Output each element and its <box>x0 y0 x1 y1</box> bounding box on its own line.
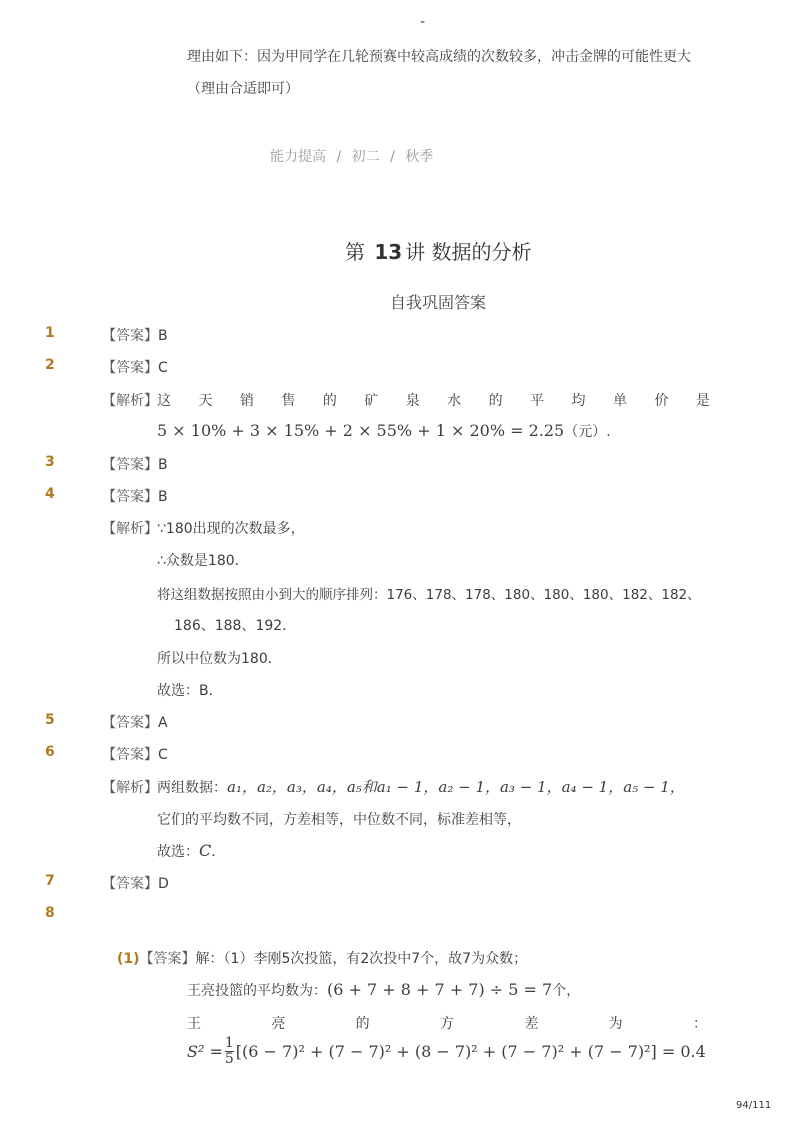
spread-char: 为 <box>608 1016 623 1032</box>
answer-value: D <box>158 876 169 892</box>
answer-value: C <box>158 747 168 763</box>
q4-analysis-line: ∵180出现的次数最多， <box>157 521 305 537</box>
question-number: 5 <box>45 712 55 728</box>
answer-row <box>102 454 168 474</box>
answer-label: 【答案】 <box>102 360 158 376</box>
spread-char: 矿 <box>364 393 379 409</box>
lecture-prefix: 第 <box>345 240 365 264</box>
q6-choose-suffix: ． <box>211 844 226 860</box>
variance-lhs: S² = <box>187 1041 223 1061</box>
lecture-number: 13 <box>374 240 403 264</box>
spread-char: 的 <box>322 393 337 409</box>
question-number: 1 <box>45 325 55 341</box>
q8-variance-label-spread <box>187 1013 707 1033</box>
question-number: 7 <box>45 873 55 889</box>
spread-char: 亮 <box>271 1016 286 1032</box>
breadcrumb-item-grade: 初二 <box>351 149 380 165</box>
spread-char: 单 <box>612 393 627 409</box>
q8-line-1: 解：（1）李刚5次投篮，有2次投中7个，故7为众数； <box>195 951 528 967</box>
question-number: 3 <box>45 454 55 470</box>
fraction <box>225 1036 234 1066</box>
breadcrumb <box>270 146 433 166</box>
answer-row <box>102 744 168 764</box>
q2-formula-line <box>157 421 611 441</box>
spread-char: 的 <box>488 393 503 409</box>
spread-char: 是 <box>695 393 710 409</box>
spread-char: ： <box>692 1016 707 1032</box>
answer-label: 【答案】 <box>102 715 158 731</box>
answer-row <box>102 712 168 732</box>
q4-analysis-line: 将这组数据按照由小到大的顺序排列：176、178、178、180、180、180、182、182、 <box>157 587 701 603</box>
question-number: 8 <box>45 905 55 921</box>
spread-char: 方 <box>439 1016 454 1032</box>
analysis-label: 【解析】 <box>102 393 158 409</box>
q6-analysis-line-2: 它们的平均数不同，方差相等，中位数不同，标准差相等， <box>157 812 521 828</box>
breadcrumb-item-level: 能力提高 <box>270 149 326 165</box>
q4-analysis-line: 故选：B． <box>157 683 223 699</box>
spread-char: 王 <box>187 1016 201 1032</box>
answer-label: 【答案】 <box>102 457 158 473</box>
spread-char: 均 <box>571 393 586 409</box>
breadcrumb-item-season: 秋季 <box>405 149 434 165</box>
answer-row <box>102 357 168 377</box>
answer-value: C <box>158 360 168 376</box>
spread-char: 价 <box>654 393 669 409</box>
analysis-label: 【解析】 <box>102 780 158 796</box>
q6-analysis-line-3 <box>157 841 225 861</box>
intro-line-2: （理由合适即可） <box>187 81 299 97</box>
spread-char: 销 <box>239 393 254 409</box>
top-dash: - <box>420 14 426 30</box>
q6-math: a₁，a₂，a₃，a₄，a₅和a₁ − 1，a₂ − 1，a₃ − 1，a₄ − 1，a₅ − 1， <box>227 778 685 796</box>
q8-mean-suffix: 个， <box>552 983 581 999</box>
spread-char: 平 <box>530 393 545 409</box>
lecture-title <box>345 236 532 265</box>
answer-label: 【答案】 <box>102 328 158 344</box>
question-number: 6 <box>45 744 55 760</box>
q6-choose-value: C <box>199 841 212 860</box>
answer-value: B <box>158 489 168 505</box>
breadcrumb-separator: / <box>390 149 395 165</box>
q8-line-2 <box>187 980 580 1000</box>
spread-char: 天 <box>198 393 213 409</box>
sub-question-number: (1) <box>117 951 140 967</box>
spread-char: 这 <box>157 393 171 409</box>
q2-analysis-spread <box>157 390 710 410</box>
spread-char: 水 <box>447 393 462 409</box>
analysis-label: 【解析】 <box>102 521 158 537</box>
intro-line-1: 理由如下：因为甲同学在几轮预赛中较高成绩的次数较多，冲击金牌的可能性更大 <box>187 49 691 65</box>
section-title: 自我巩固答案 <box>390 293 487 312</box>
q6-lead: 两组数据： <box>157 780 227 796</box>
answer-value: A <box>158 715 168 731</box>
spread-char: 售 <box>281 393 296 409</box>
answer-row <box>102 325 168 345</box>
answer-value: B <box>158 457 168 473</box>
breadcrumb-separator: / <box>336 149 342 165</box>
q6-analysis-line <box>157 776 685 797</box>
question-number: 4 <box>45 486 55 502</box>
q4-analysis-line: ∴众数是180． <box>157 553 249 569</box>
fraction-numerator: 1 <box>224 1035 234 1051</box>
spread-char: 差 <box>524 1016 539 1032</box>
answer-row <box>102 873 169 893</box>
q4-analysis-line: 所以中位数为180． <box>157 651 282 667</box>
lecture-suffix: 讲 数据的分析 <box>405 240 532 264</box>
answer-label: 【答案】 <box>102 876 158 892</box>
answer-label: 【答案】 <box>102 747 158 763</box>
q2-unit: （元）. <box>564 424 611 440</box>
answer-row <box>102 486 168 506</box>
answer-label: 【答案】 <box>102 489 158 505</box>
q4-analysis-line: 186、188、192． <box>174 618 297 634</box>
question-number: 2 <box>45 357 55 373</box>
page-number: 94/111 <box>736 1100 772 1111</box>
q8-mean-formula: (6 + 7 + 8 + 7 + 7) ÷ 5 = 7 <box>327 980 553 999</box>
q6-choose-prefix: 故选： <box>157 844 199 860</box>
q2-formula: 5 × 10% + 3 × 15% + 2 × 55% + 1 × 20% = 2.25 <box>157 421 565 440</box>
spread-char: 的 <box>355 1016 370 1032</box>
q8-variance-formula <box>187 1036 706 1066</box>
answer-label: 【答案】 <box>139 951 196 967</box>
q8-mean-prefix: 王亮投篮的平均数为： <box>187 983 327 999</box>
spread-char: 泉 <box>405 393 420 409</box>
variance-rhs: [(6 − 7)² + (7 − 7)² + (8 − 7)² + (7 − 7)² + (7 − 7)²] = 0.4 <box>235 1041 706 1061</box>
fraction-denominator: 5 <box>224 1050 234 1067</box>
answer-value: B <box>158 328 168 344</box>
q8-answer-row <box>117 948 527 968</box>
